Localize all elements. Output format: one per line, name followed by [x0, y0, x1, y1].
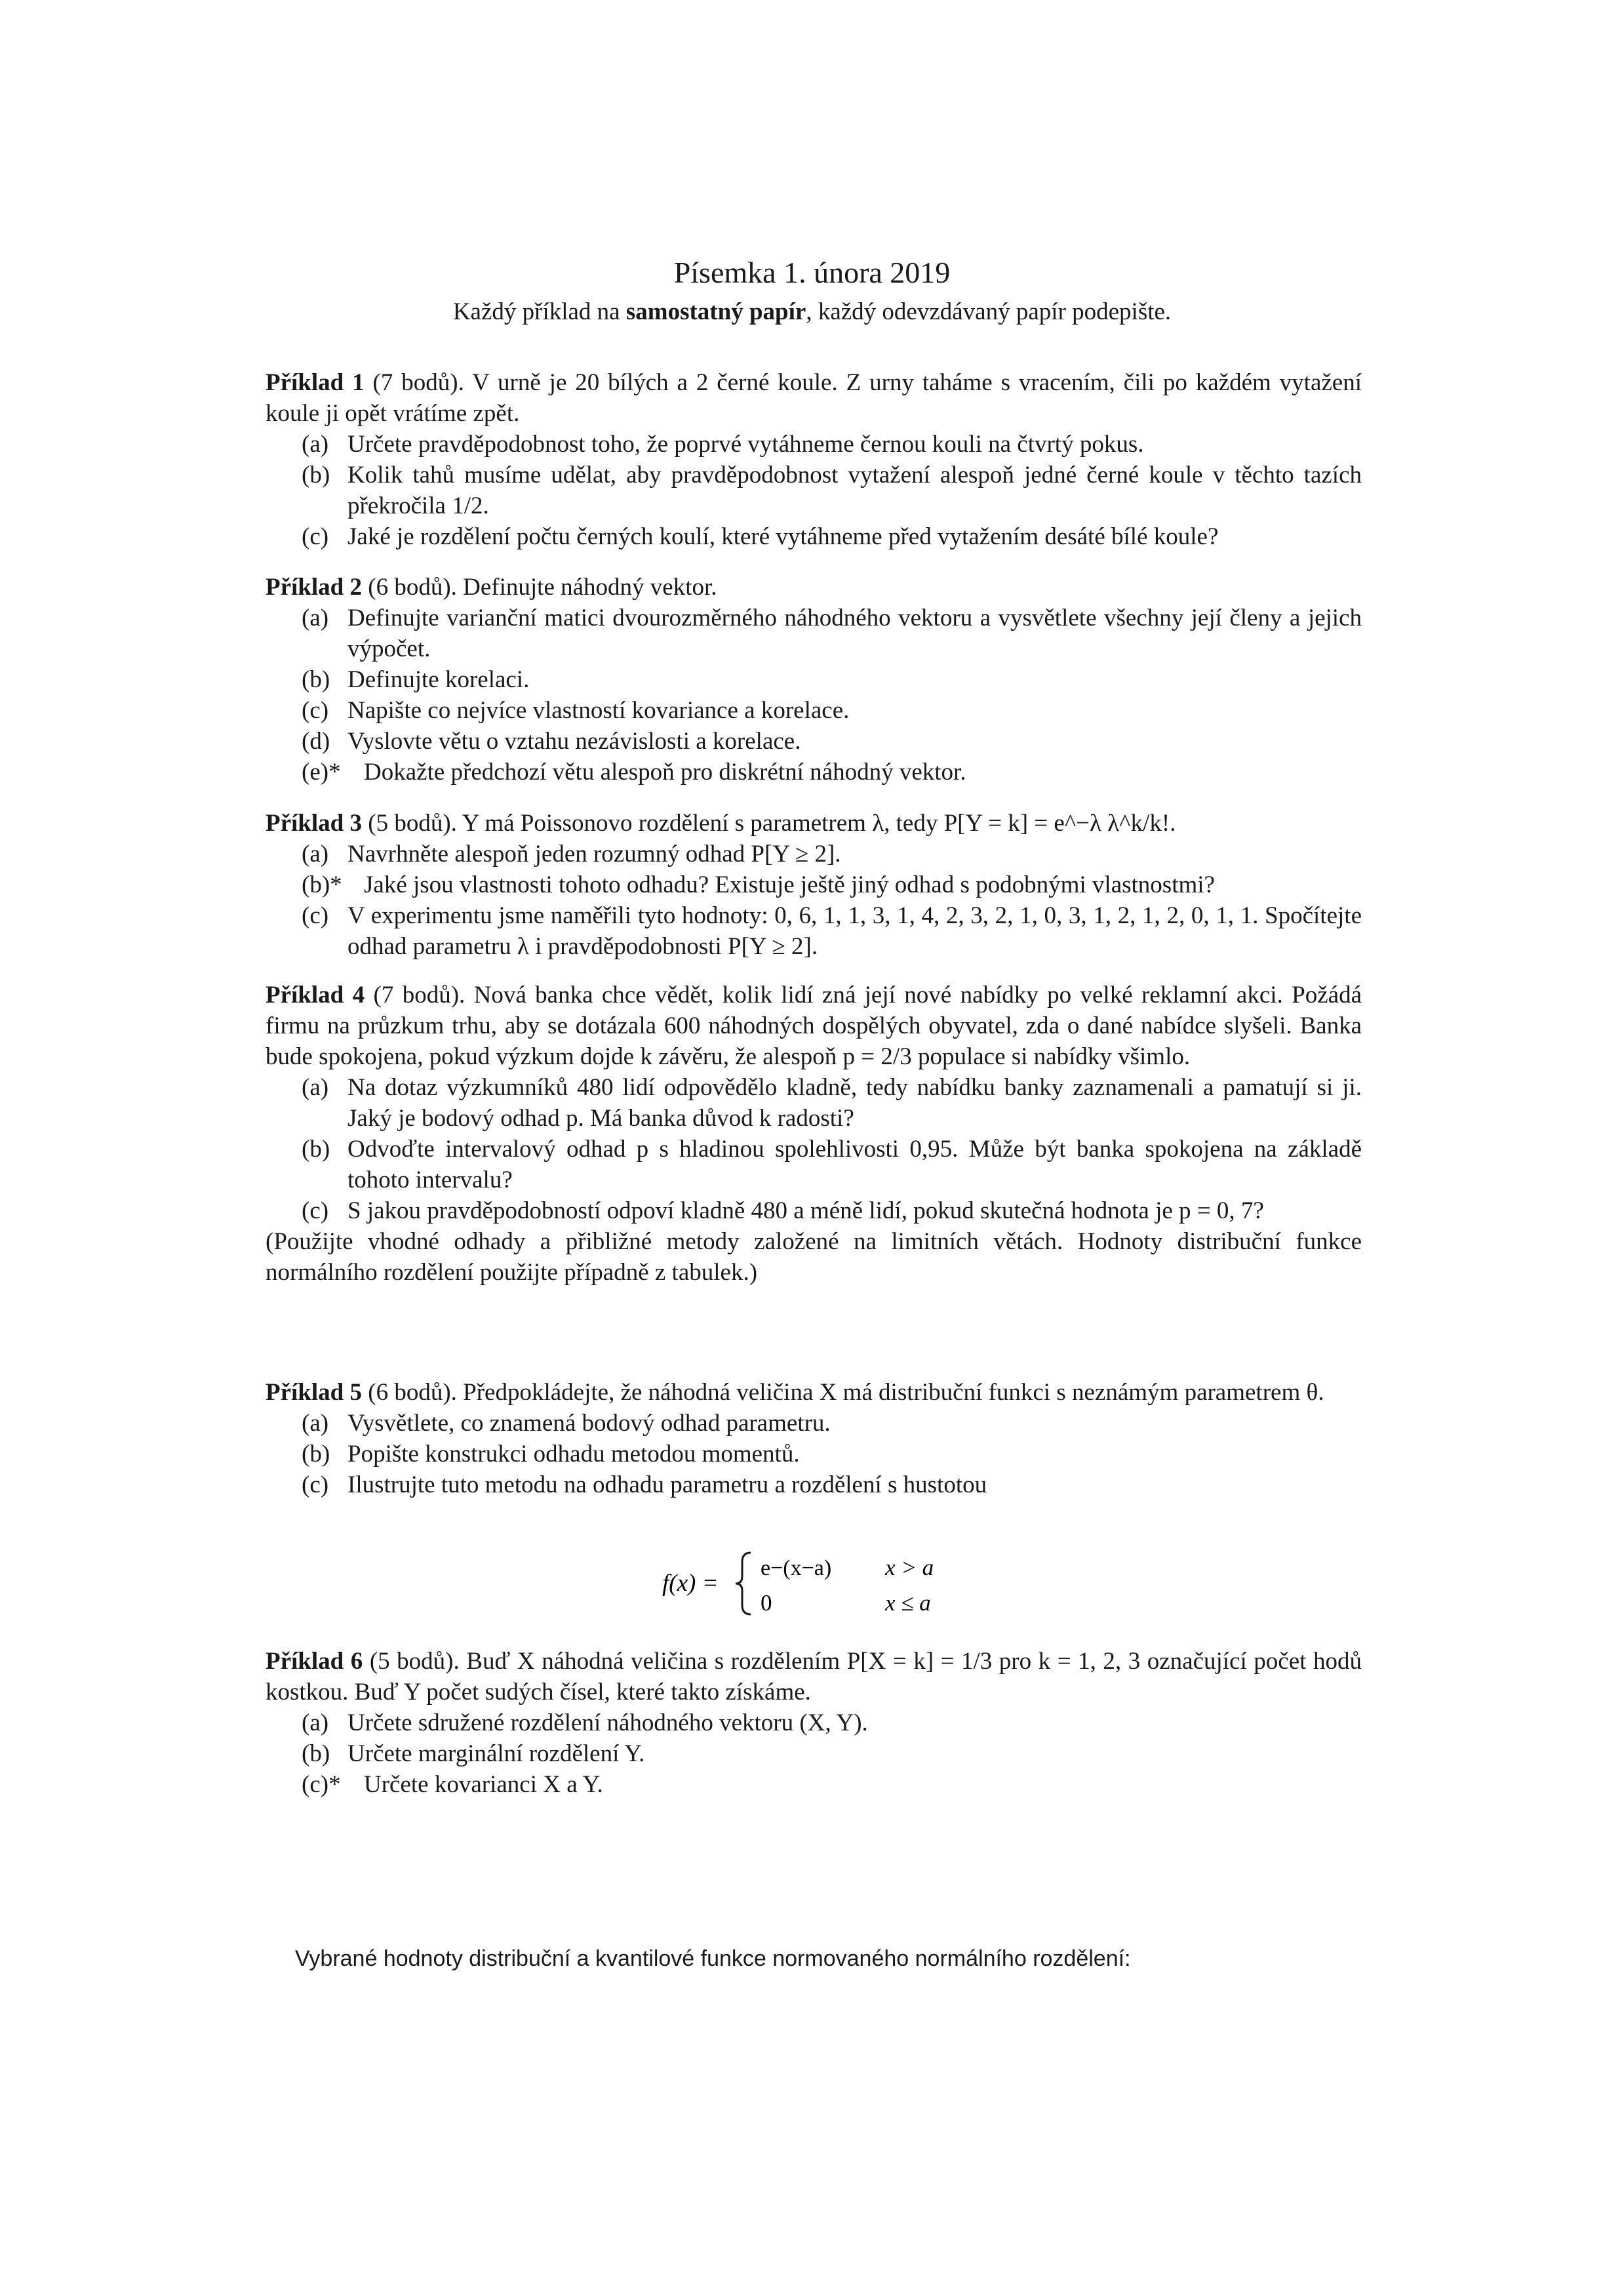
problem-4-item-c: (c) S jakou pravděpodobností odpoví kladně 480 a méně lidí, pokud skutečná hodnota je p = 0, 7? — [302, 1197, 1264, 1224]
problem-6-item-b: (b) Určete marginální rozdělení Y. — [302, 1740, 645, 1767]
exam-title: Písemka 1. února 2019 — [673, 256, 951, 289]
problem-5 — [266, 1377, 1362, 1500]
problem-1-heading: Příklad 1 — [266, 369, 365, 396]
formula-case2-value: 0 — [761, 1590, 772, 1616]
problem-4 — [266, 980, 1362, 1288]
formula-case2-condition: x ≤ a — [885, 1590, 931, 1616]
problem-5-points: (6 bodů). — [362, 1379, 464, 1406]
problem-3-item-c: (c) V experimentu jsme naměřili tyto hodnoty: 0, 6, 1, 1, 3, 1, 4, 2, 3, 2, 1, 0, 3, 1, 2, 1, 2, 0, 1, 1. Spočítejte odhad parametru λ i pravděpodobnosti P[Y ≥ 2]. — [302, 902, 1362, 960]
problem-5-text: Předpokládejte, že náhodná veličina X má distribuční funkci s neznámým parametrem θ. — [463, 1379, 1324, 1406]
problem-2-item-c: (c) Napište co nejvíce vlastností kovariance a korelace. — [302, 697, 850, 724]
problem-2-item-d: (d) Vyslovte větu o vztahu nezávislosti a korelace. — [302, 728, 801, 755]
problem-4-item-b: (b) Odvoďte intervalový odhad p s hladinou spolehlivosti 0,95. Může být banka spokojena na základě tohoto intervalu? — [302, 1136, 1362, 1193]
density-formula — [662, 1547, 964, 1620]
problem-1-item-b: (b) Kolik tahů musíme udělat, aby pravděpodobnost vytažení alespoň jedné černé koule v těchto tazích překročila 1/2. — [302, 462, 1362, 519]
problem-6-item-a: (a) Určete sdružené rozdělení náhodného vektoru (X, Y). — [302, 1709, 868, 1736]
problem-5-intro — [266, 1377, 1362, 1408]
problem-2-heading: Příklad 2 — [266, 574, 362, 601]
problem-2-item-a: (a) Definujte varianční matici dvourozměrného náhodného vektoru a vysvětlete všechny její členy a jejich výpočet. — [302, 605, 1362, 662]
problem-3-item-a: (a) Navrhněte alespoň jeden rozumný odhad P[Y ≥ 2]. — [302, 841, 841, 868]
problem-4-intro — [266, 980, 1362, 1072]
problem-6-text: Buď X náhodná veličina s rozdělením P[X = k] = 1/3 pro k = 1, 2, 3 označující počet hodů kostkou. Buď Y počet sudých čísel, které takto získáme. — [266, 1648, 1362, 1706]
footer-note: Vybrané hodnoty distribuční a kvantilové funkce normovaného normálního rozdělení: — [295, 1946, 1131, 1971]
problem-5-heading: Příklad 5 — [266, 1379, 362, 1406]
problem-5-item-b: (b) Popište konstrukci odhadu metodou momentů. — [302, 1441, 800, 1467]
problem-6-heading: Příklad 6 — [266, 1648, 363, 1675]
subtitle-bold: samostatný papír — [625, 298, 806, 325]
problem-3 — [266, 808, 1362, 962]
problem-5-item-c: (c) Ilustrujte tuto metodu na odhadu parametru a rozdělení s hustotou — [302, 1471, 987, 1498]
problem-6 — [266, 1646, 1362, 1800]
problem-6-intro — [266, 1646, 1362, 1707]
problem-2-points: (6 bodů). — [362, 574, 464, 601]
problem-3-intro — [266, 808, 1362, 839]
problem-4-item-a: (a) Na dotaz výzkumníků 480 lidí odpovědělo kladně, tedy nabídku banky zaznamenali a pamatují si ji. Jaký je bodový odhad p. Má banka důvod k radosti? — [302, 1074, 1362, 1132]
problem-4-heading: Příklad 4 — [266, 982, 365, 1008]
problem-3-item-b: (b)* Jaké jsou vlastnosti tohoto odhadu? Existuje ještě jiný odhad s podobnými vlastnostmi? — [302, 871, 1215, 898]
problem-2-item-b: (b) Definujte korelaci. — [302, 666, 530, 693]
formula-case1-condition: x > a — [885, 1555, 934, 1580]
problem-4-points: (7 bodů). — [365, 982, 474, 1008]
problem-2 — [266, 572, 1362, 788]
problem-1 — [266, 367, 1362, 552]
problem-1-text: V urně je 20 bílých a 2 černé koule. Z urny taháme s vracením, čili po každém vytažení koule ji opět vrátíme zpět. — [266, 369, 1362, 427]
formula-brace — [736, 1553, 751, 1614]
problem-1-item-c: (c) Jaké je rozdělení počtu černých koulí, které vytáhneme před vytažením desáté bílé koule? — [302, 523, 1219, 550]
problem-1-intro — [266, 367, 1362, 429]
subtitle-text-1: Každý příklad na — [452, 298, 626, 325]
problem-3-heading: Příklad 3 — [266, 810, 362, 837]
problem-1-item-a: (a) Určete pravděpodobnost toho, že poprvé vytáhneme černou kouli na čtvrtý pokus. — [302, 431, 1144, 458]
problem-3-text: Y má Poissonovo rozdělení s parametrem λ, tedy P[Y = k] = e^−λ λ^k/k!. — [462, 810, 1176, 837]
problem-4-note: (Použijte vhodné odhady a přibližné metody založené na limitních větách. Hodnoty distribuční funkce normálního rozdělení použijte případně z tabulek.) — [266, 1228, 1362, 1286]
problem-6-item-c: (c)* Určete kovarianci X a Y. — [302, 1771, 603, 1798]
formula-lhs: f(x) = — [662, 1570, 719, 1597]
problem-2-intro — [266, 572, 1362, 603]
problem-5-item-a: (a) Vysvětlete, co znamená bodový odhad parametru. — [302, 1410, 831, 1437]
subtitle-text-2: , každý odevzdávaný papír podepište. — [806, 298, 1172, 325]
problem-6-points: (5 bodů). — [363, 1648, 467, 1675]
formula-case1-value: e−(x−a) — [761, 1556, 832, 1580]
problem-4-text: Nová banka chce vědět, kolik lidí zná její nové nabídky po velké reklamní akci. Požádá firmu na průzkum trhu, aby se dotázala 600 náhodných dospělých obyvatel, zda o dané nabídce slyšeli. Banka bude spokojena, pokud výzkum dojde k závěru, že alespoň p = 2/3 populace si nabídky všimlo. — [266, 982, 1362, 1070]
problem-2-text: Definujte náhodný vektor. — [463, 574, 717, 601]
problem-2-item-e: (e)* Dokažte předchozí větu alespoň pro diskrétní náhodný vektor. — [302, 759, 966, 786]
problem-1-points: (7 bodů). — [364, 369, 473, 396]
exam-subtitle — [0, 296, 1624, 328]
problem-3-points: (5 bodů). — [362, 810, 462, 837]
